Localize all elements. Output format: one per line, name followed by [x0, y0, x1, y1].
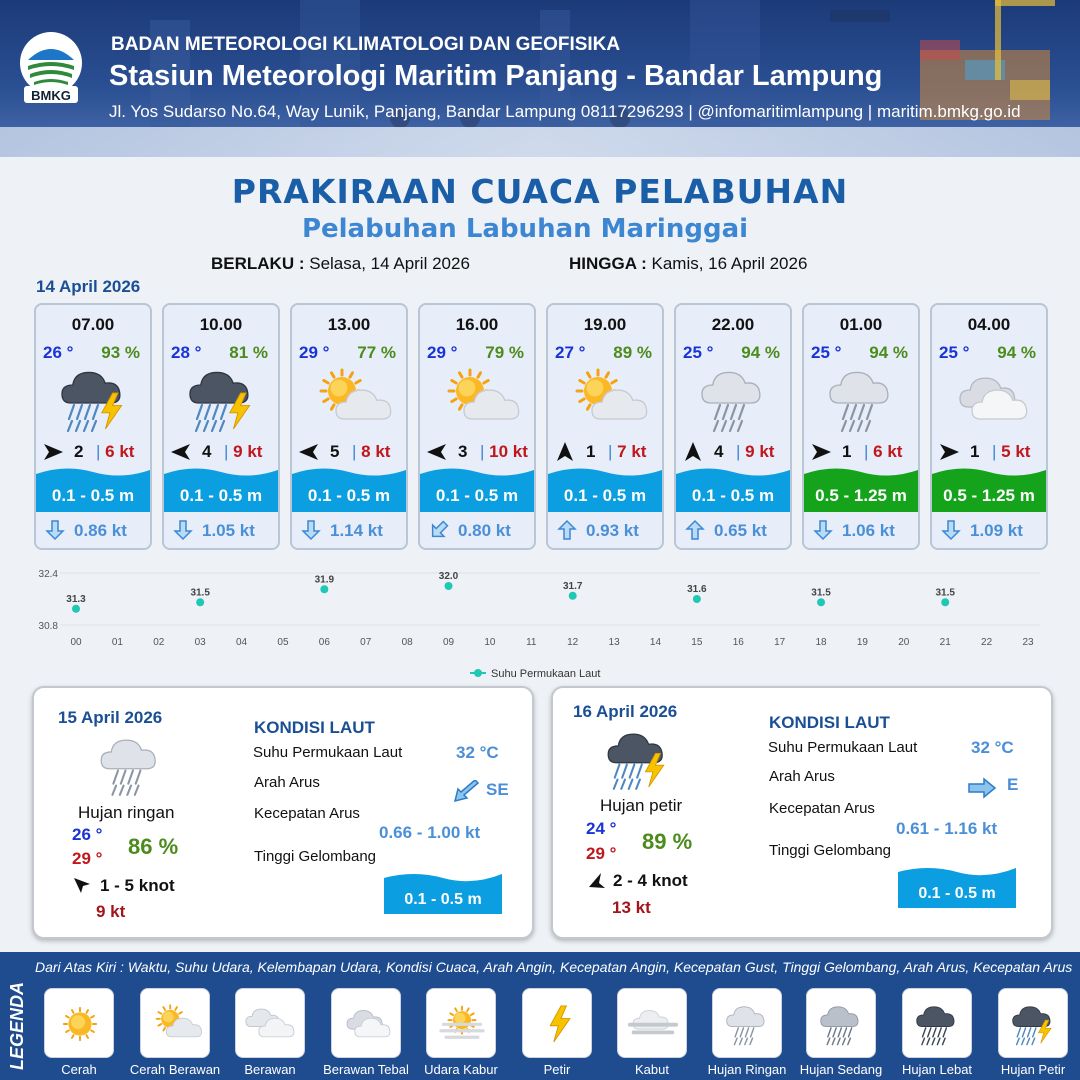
- weather-condition: [946, 363, 1036, 435]
- forecast-current: [292, 518, 406, 542]
- x-tick-label: 18: [815, 637, 827, 648]
- current-dir-arrow-icon: [967, 776, 997, 800]
- berawan-tebal-icon: [338, 995, 396, 1053]
- forecast-wind: [298, 441, 404, 463]
- weather-condition: [690, 363, 780, 435]
- legend-swatch-dot: [474, 669, 482, 677]
- wave-height: 0.1 - 0.5 m: [435, 486, 519, 505]
- forecast-wind: [42, 441, 148, 463]
- forecast-card: [930, 303, 1048, 550]
- legend-item-label: Cerah: [61, 1062, 97, 1077]
- hujan-sedang-icon: [813, 995, 871, 1053]
- day2-gust: 9 kt: [96, 902, 126, 921]
- forecast-time: 07.00: [71, 315, 115, 334]
- legend-item: [998, 988, 1068, 1058]
- x-tick-label: 15: [691, 637, 703, 648]
- day3-condition: Hujan petir: [600, 796, 683, 815]
- cerah-berawan-icon: [562, 363, 652, 435]
- day3-wave-label: Tinggi Gelombang: [769, 842, 892, 859]
- gust-speed: | 8 kt: [352, 442, 391, 461]
- x-tick-label: 08: [401, 637, 413, 648]
- forecast-temperature: 29 °: [427, 343, 458, 362]
- wind-arrow-icon: [938, 442, 960, 462]
- x-tick-label: 02: [153, 637, 165, 648]
- forecast-humidity: 93 %: [101, 343, 140, 362]
- gust-speed: | 6 kt: [864, 442, 903, 461]
- station-name: Stasiun Meteorologi Maritim Panjang - Bandar Lampung: [109, 60, 883, 92]
- forecast-humidity: 77 %: [357, 343, 396, 362]
- wind-arrow-icon: [298, 442, 320, 462]
- wind-arrow-icon: [426, 442, 448, 462]
- wind-speed: 1: [970, 442, 980, 461]
- gust-speed: | 5 kt: [992, 442, 1031, 461]
- weather-condition: [562, 363, 652, 435]
- cerah-icon: [51, 995, 109, 1053]
- valid-to-label: HINGGA :: [569, 254, 647, 273]
- x-tick-label: 17: [774, 637, 786, 648]
- day2-wind: 1 - 5 knot: [100, 876, 175, 895]
- legend-item-label: Petir: [543, 1062, 571, 1077]
- wind-speed: 1: [586, 442, 596, 461]
- forecast-humidity: 79 %: [485, 343, 524, 362]
- forecast-time: 16.00: [455, 315, 499, 334]
- day3-tmax: 29 °: [586, 844, 617, 863]
- gust-value: 9 kt: [233, 442, 263, 461]
- sst-point: [569, 592, 577, 600]
- forecast-temperature: 25 °: [811, 343, 842, 362]
- day3-current-dir-label: Arah Arus: [769, 768, 835, 785]
- y-tick-label: 32.4: [38, 569, 58, 580]
- current-arrow-icon: [556, 519, 578, 541]
- gust-speed: | 9 kt: [736, 442, 775, 461]
- sst-data-label: 31.5: [811, 587, 831, 599]
- gust-speed: | 10 kt: [480, 442, 528, 461]
- forecast-temperature: 25 °: [939, 343, 970, 362]
- legend-item-label: Berawan Tebal: [323, 1062, 409, 1077]
- legend-item-label: Udara Kabur: [424, 1062, 498, 1077]
- weather-condition: [306, 363, 396, 435]
- hujan-ringan-icon: [818, 363, 908, 435]
- forecast-current: [420, 518, 534, 542]
- day2-wave: 0.1 - 0.5 m: [404, 891, 482, 908]
- current-arrow-icon: [812, 519, 834, 541]
- forecast-time: 01.00: [839, 315, 883, 334]
- day3-sst-label: Suhu Permukaan Laut: [768, 739, 918, 756]
- forecast-temperature: 28 °: [171, 343, 202, 362]
- day3-current-dir: E: [1007, 775, 1019, 794]
- forecast-humidity: 89 %: [613, 343, 652, 362]
- forecast-time: 13.00: [327, 315, 371, 334]
- wind-speed: 2: [74, 442, 84, 461]
- day2-condition: Hujan ringan: [78, 803, 175, 822]
- gust-speed: | 7 kt: [608, 442, 647, 461]
- hujan-ringan-icon: [690, 363, 780, 435]
- svg-text:BMKG: BMKG: [31, 88, 71, 103]
- legend-item: [902, 988, 972, 1058]
- day2-wave-label: Tinggi Gelombang: [254, 848, 377, 865]
- gust-value: 7 kt: [617, 442, 647, 461]
- x-tick-label: 01: [111, 637, 123, 648]
- wave-height: 0.5 - 1.25 m: [943, 486, 1035, 505]
- current-speed: 1.05 kt: [202, 521, 255, 540]
- legend-bar: [0, 952, 1080, 1080]
- x-tick-label: 14: [649, 637, 662, 648]
- current-speed: 1.14 kt: [330, 521, 383, 540]
- legend-item-label: Cerah Berawan: [129, 1062, 221, 1077]
- wind-arrow-icon: [810, 442, 832, 462]
- legend-item-label: Berawan: [244, 1062, 296, 1077]
- cerah-berawan-icon: [306, 363, 396, 435]
- day3-date: 16 April 2026: [573, 702, 678, 721]
- petir-icon: [529, 995, 587, 1053]
- hujan-petir-icon: [597, 722, 681, 796]
- x-tick-label: 13: [608, 637, 620, 648]
- x-tick-label: 03: [194, 637, 206, 648]
- forecast-temperature: 26 °: [43, 343, 74, 362]
- current-arrow-icon: [684, 519, 706, 541]
- wave-height: 0.5 - 1.25 m: [815, 486, 907, 505]
- sst-point: [72, 605, 80, 613]
- valid-from-label: BERLAKU :: [211, 254, 305, 273]
- legend-item-label: Hujan Ringan: [707, 1062, 787, 1077]
- forecast-wind: [170, 441, 276, 463]
- cerah-berawan-icon: [434, 363, 524, 435]
- day3-wave: 0.1 - 0.5 m: [918, 885, 996, 902]
- wind-arrow-icon: [72, 876, 92, 894]
- current-dir-arrow-icon: [452, 780, 482, 804]
- sst-data-label: 31.5: [935, 587, 955, 599]
- gust-value: 6 kt: [873, 442, 903, 461]
- legend-item: [806, 988, 876, 1058]
- hujan-petir-icon: [597, 722, 681, 796]
- forecast-card: [546, 303, 664, 550]
- cerah-berawan-icon: [147, 995, 205, 1053]
- page-title: PRAKIRAAN CUACA PELABUHAN: [231, 172, 849, 211]
- forecast-wind: [810, 441, 916, 463]
- hujan-petir-icon: [50, 363, 140, 435]
- legend-item: [426, 988, 496, 1058]
- legend-items: [36, 982, 1080, 1080]
- weather-condition: [178, 363, 268, 435]
- wave-height: 0.1 - 0.5 m: [563, 486, 647, 505]
- wave-height: 0.1 - 0.5 m: [51, 486, 135, 505]
- sst-data-label: 31.5: [190, 587, 210, 599]
- x-tick-label: 00: [70, 637, 82, 648]
- sst-point: [445, 582, 453, 590]
- forecast-time: 10.00: [199, 315, 243, 334]
- gust-speed: | 6 kt: [96, 442, 135, 461]
- day3-tmin: 24 °: [586, 819, 617, 838]
- berawan-icon: [242, 995, 300, 1053]
- wind-speed: 4: [714, 442, 724, 461]
- weather-condition: [50, 363, 140, 435]
- udara-kabur-icon: [433, 995, 491, 1053]
- forecast-time: 19.00: [583, 315, 627, 334]
- bmkg-logo: [18, 30, 84, 106]
- x-tick-label: 20: [898, 637, 910, 648]
- header-banner: [0, 0, 1080, 157]
- forecast-temperature: 25 °: [683, 343, 714, 362]
- hujan-petir-icon: [178, 363, 268, 435]
- x-tick-label: 09: [442, 637, 455, 648]
- wind-speed: 3: [458, 442, 468, 461]
- forecast-time: 22.00: [711, 315, 755, 334]
- x-tick-label: 23: [1022, 637, 1034, 648]
- forecast-card: [162, 303, 280, 550]
- legend-item: [235, 988, 305, 1058]
- forecast-humidity: 81 %: [229, 343, 268, 362]
- sst-point: [320, 585, 328, 593]
- legend-item-label: Hujan Sedang: [799, 1062, 883, 1077]
- current-arrow-icon: [172, 519, 194, 541]
- day3-current-speed: 0.61 - 1.16 kt: [896, 819, 998, 838]
- current-speed: 0.93 kt: [586, 521, 639, 540]
- forecast-card: [418, 303, 536, 550]
- forecast-card: [674, 303, 792, 550]
- legend-item: [617, 988, 687, 1058]
- day3-humidity: 89 %: [642, 829, 693, 854]
- agency-name: BADAN METEOROLOGI KLIMATOLOGI DAN GEOFISIKA: [111, 34, 621, 55]
- sst-data-label: 31.3: [66, 593, 86, 605]
- y-tick-label: 30.8: [38, 621, 58, 632]
- forecast-humidity: 94 %: [869, 343, 908, 362]
- wave-height: 0.1 - 0.5 m: [691, 486, 775, 505]
- x-tick-label: 06: [318, 637, 330, 648]
- gust-value: 9 kt: [745, 442, 775, 461]
- x-tick-label: 04: [236, 637, 248, 648]
- current-speed: 0.80 kt: [458, 521, 511, 540]
- station-address: Jl. Yos Sudarso No.64, Way Lunik, Panjang, Bandar Lampung 08117296293 | @infomaritimlampung | maritim.bmkg.go.id: [109, 102, 1021, 121]
- sst-point: [693, 595, 701, 603]
- day2-sea-heading: KONDISI LAUT: [254, 718, 375, 737]
- valid-from-value: Selasa, 14 April 2026: [309, 254, 470, 273]
- forecast-wind: [554, 441, 660, 463]
- legend-item: [522, 988, 592, 1058]
- forecast-current: [164, 518, 278, 542]
- day2-panel: [32, 686, 534, 939]
- current-arrow-icon: [428, 519, 450, 541]
- forecast-card: [34, 303, 152, 550]
- gust-value: 5 kt: [1001, 442, 1031, 461]
- wind-speed: 4: [202, 442, 212, 461]
- day3-gust: 13 kt: [612, 898, 651, 917]
- valid-to-value: Kamis, 16 April 2026: [651, 254, 808, 273]
- wind-arrow-icon: [587, 871, 607, 889]
- x-tick-label: 22: [981, 637, 993, 648]
- forecast-humidity: 94 %: [997, 343, 1036, 362]
- day2-sst-label: Suhu Permukaan Laut: [253, 744, 403, 761]
- weather-condition: [818, 363, 908, 435]
- sst-point: [941, 598, 949, 606]
- x-tick-label: 16: [732, 637, 744, 648]
- wind-arrow-icon: [682, 442, 704, 462]
- hujan-ringan-icon: [719, 995, 777, 1053]
- x-tick-label: 21: [939, 637, 951, 648]
- wave-height: 0.1 - 0.5 m: [307, 486, 391, 505]
- current-arrow-icon: [940, 519, 962, 541]
- port-name: Pelabuhan Labuhan Maringgai: [301, 214, 749, 244]
- current-arrow-icon: [300, 519, 322, 541]
- day2-current-speed-label: Kecepatan Arus: [254, 805, 360, 822]
- forecast-current: [932, 518, 1046, 542]
- sst-data-label: 32.0: [438, 571, 459, 582]
- forecast-wind: [938, 441, 1044, 463]
- forecast-temperature: 27 °: [555, 343, 586, 362]
- terminal-floor: [0, 127, 1080, 157]
- day2-humidity: 86 %: [128, 834, 179, 859]
- weather-condition: [434, 363, 524, 435]
- sst-chart: [30, 565, 1075, 685]
- day2-tmin: 26 °: [72, 825, 103, 844]
- wind-speed: 5: [330, 442, 340, 461]
- valid-to: [569, 254, 807, 274]
- x-tick-label: 11: [526, 637, 537, 648]
- x-tick-label: 05: [277, 637, 289, 648]
- gust-value: 10 kt: [489, 442, 528, 461]
- gust-speed: | 9 kt: [224, 442, 263, 461]
- day3-current-speed-label: Kecepatan Arus: [769, 800, 875, 817]
- forecast-current: [676, 518, 790, 542]
- x-tick-label: 10: [484, 637, 496, 648]
- day2-tmax: 29 °: [72, 849, 103, 868]
- forecast-wind: [426, 441, 532, 463]
- forecast-wind: [682, 441, 788, 463]
- day2-current-speed: 0.66 - 1.00 kt: [379, 823, 481, 842]
- forecast-time: 04.00: [967, 315, 1011, 334]
- gust-value: 6 kt: [105, 442, 135, 461]
- wind-speed: 1: [842, 442, 852, 461]
- day2-date: 15 April 2026: [58, 708, 163, 727]
- legend-item: [712, 988, 782, 1058]
- wind-arrow-icon: [554, 442, 576, 462]
- hujan-petir-icon: [1005, 995, 1063, 1053]
- day1-date: 14 April 2026: [36, 277, 141, 296]
- forecast-card: [802, 303, 920, 550]
- day3-panel: [551, 686, 1053, 939]
- x-tick-label: 12: [567, 637, 579, 648]
- hujan-ringan-icon: [90, 728, 174, 802]
- forecast-current: [548, 518, 662, 542]
- legend-title: [4, 962, 30, 1074]
- legend-item-label: Hujan Lebat: [901, 1062, 973, 1077]
- current-speed: 1.09 kt: [970, 521, 1023, 540]
- legend-item: [331, 988, 401, 1058]
- current-speed: 0.86 kt: [74, 521, 127, 540]
- legend-item-label: Kabut: [635, 1062, 669, 1077]
- forecast-card: [290, 303, 408, 550]
- sst-point: [817, 598, 825, 606]
- forecast-current: [36, 518, 150, 542]
- wind-arrow-icon: [170, 442, 192, 462]
- sst-data-label: 31.9: [314, 574, 335, 586]
- berawan-tebal-icon: [946, 363, 1036, 435]
- hujan-lebat-icon: [909, 995, 967, 1053]
- current-arrow-icon: [44, 519, 66, 541]
- current-speed: 1.06 kt: [842, 521, 895, 540]
- day2-current-dir-label: Arah Arus: [254, 774, 320, 791]
- chart-legend-label: Suhu Permukaan Laut: [491, 668, 601, 680]
- sst-data-label: 31.7: [562, 580, 583, 592]
- day2-sst: 32 °C: [456, 743, 499, 762]
- day3-sst: 32 °C: [971, 738, 1014, 757]
- x-tick-label: 07: [360, 637, 372, 648]
- wave-height: 0.1 - 0.5 m: [179, 486, 263, 505]
- day3-sea-heading: KONDISI LAUT: [769, 713, 890, 732]
- legend-item: [44, 988, 114, 1058]
- svg-text:LEGENDA: LEGENDA: [7, 981, 27, 1070]
- sst-data-label: 31.6: [687, 584, 707, 595]
- legend-item-label: Hujan Petir: [1000, 1062, 1066, 1077]
- wind-arrow-icon: [42, 442, 64, 462]
- legend-description: Dari Atas Kiri : Waktu, Suhu Udara, Kelembapan Udara, Kondisi Cuaca, Arah Angin, Kecepatan Angin, Kecepatan Gust, Tinggi Gelombang, Arah Arus, Kecepatan Arus: [35, 959, 1073, 975]
- day3-wind: 2 - 4 knot: [613, 871, 688, 890]
- gust-value: 8 kt: [361, 442, 391, 461]
- legend-item: [140, 988, 210, 1058]
- valid-from: [211, 254, 470, 274]
- kabut-icon: [624, 995, 682, 1053]
- sst-point: [196, 598, 204, 606]
- day2-current-dir: SE: [486, 780, 509, 799]
- hujan-ringan-icon: [90, 728, 174, 802]
- forecast-current: [804, 518, 918, 542]
- forecast-humidity: 94 %: [741, 343, 780, 362]
- forecast-temperature: 29 °: [299, 343, 330, 362]
- x-tick-label: 19: [856, 637, 868, 648]
- current-speed: 0.65 kt: [714, 521, 767, 540]
